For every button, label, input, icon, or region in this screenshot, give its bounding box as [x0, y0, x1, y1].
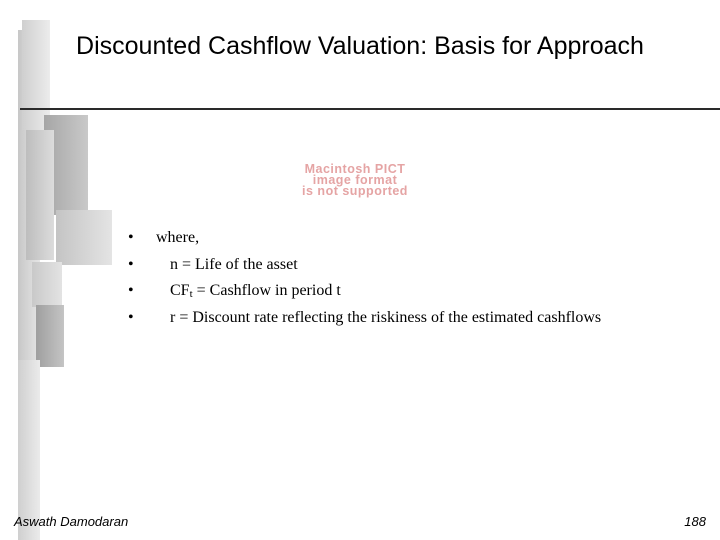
list-item: [126, 308, 601, 335]
bullet-subscript: t: [189, 288, 193, 300]
bullet-text: r = Discount rate reflecting the riskiness of the estimated cashflows: [170, 308, 602, 326]
decor-bar-left-top: [22, 20, 50, 130]
unsupported-image-placeholder: [276, 164, 434, 197]
bullet-text: where,: [156, 229, 200, 246]
definition-list: [126, 228, 601, 334]
bullet-text-suffix: = Cashflow in period t: [192, 282, 341, 299]
list-item: [126, 281, 601, 308]
slide-title: Discounted Cashflow Valuation: Basis for Approach: [76, 32, 644, 60]
bullet-icon: •: [128, 255, 134, 273]
bullet-text: n = Life of the asset: [170, 255, 298, 273]
bullet-icon: •: [128, 282, 134, 299]
title-rule: [20, 108, 720, 110]
placeholder-line-1: Macintosh PICT: [304, 162, 406, 176]
page-number: 188: [684, 514, 706, 529]
list-item: [126, 255, 601, 282]
placeholder-line-2: image format: [312, 173, 398, 187]
bullet-text-prefix: CF: [170, 282, 190, 299]
list-item: [126, 228, 601, 255]
decor-bar-base: [18, 360, 40, 540]
decor-bar-right: [56, 210, 112, 265]
footer-author: Aswath Damodaran: [14, 514, 129, 529]
bullet-icon: •: [128, 229, 134, 246]
bullet-icon: •: [128, 308, 134, 326]
placeholder-line-3: is not supported: [302, 184, 408, 198]
decor-bar-low: [32, 262, 62, 307]
decor-bar-mid: [26, 130, 54, 260]
decor-bar-lower: [36, 305, 64, 367]
